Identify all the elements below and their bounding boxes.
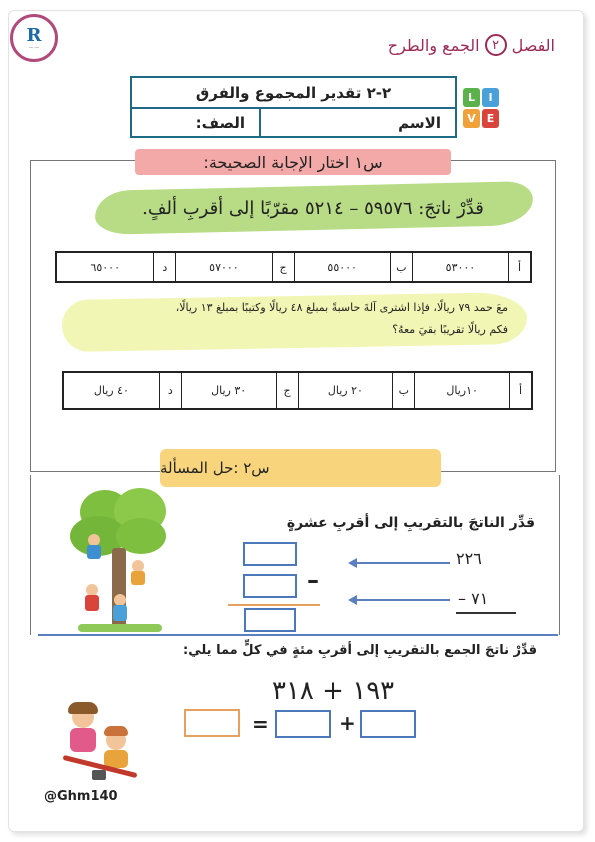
arrow-line xyxy=(355,599,450,601)
lesson-title-box xyxy=(130,76,457,138)
chapter-header xyxy=(388,34,555,56)
choice-option-d[interactable]: ٦٥٠٠٠ xyxy=(90,260,120,274)
live-letter-v: V xyxy=(463,109,480,128)
name-field[interactable] xyxy=(259,109,455,136)
student-info-row xyxy=(132,109,455,136)
logo-letter: R xyxy=(26,24,42,46)
answer-box-addend-2[interactable] xyxy=(360,710,416,738)
choice2-option-c[interactable]: ٣٠ ريال xyxy=(181,373,276,408)
choice-letter: ج xyxy=(276,373,298,408)
section-divider xyxy=(38,634,558,636)
choice-letter: د xyxy=(153,253,175,281)
underline xyxy=(456,612,516,614)
question1-prompt: قدِّرْ ناتجَ: ٥٩٥٧٦ – ٥٢١٤ مقرّبًا إلى أقربِ ألفٍ. xyxy=(142,197,484,219)
answer-box-result[interactable] xyxy=(244,608,296,632)
choice-option-b[interactable]: ٥٥٠٠٠ xyxy=(294,253,390,281)
question2-tag: س٢ :حل المسألة xyxy=(160,449,441,487)
choice2-option-d[interactable]: ٤٠ ريال xyxy=(93,384,129,397)
live-letter-l: L xyxy=(463,88,480,107)
question1-tag: س١ اختار الإجابة الصحيحة: xyxy=(135,149,451,175)
arrow-line xyxy=(355,562,450,564)
choice2-option-b[interactable]: ٢٠ ريال xyxy=(298,373,393,408)
word-problem-line2: فكم ريالًا تقريبًا بقيَ معهُ؟ xyxy=(392,323,508,336)
number-71: ٧١ – xyxy=(458,589,489,608)
result-line xyxy=(228,604,320,606)
addition-expression: ١٩٣ + ٣١٨ xyxy=(272,676,395,706)
choice-letter: ج xyxy=(272,253,294,281)
class-label: الصف: xyxy=(195,113,245,132)
answer-box-rounded-1[interactable] xyxy=(243,542,297,566)
answer-box-rounded-2[interactable] xyxy=(243,574,297,598)
minus-sign: – xyxy=(307,566,319,594)
choice-option-c[interactable]: ٥٧٠٠٠ xyxy=(175,253,271,281)
seesaw-kids-illustration xyxy=(60,700,140,782)
number-226: ٢٢٦ xyxy=(456,549,482,568)
school-logo xyxy=(10,14,58,62)
choice-option-a[interactable]: ٥٣٠٠٠ xyxy=(412,253,508,281)
question3-heading: قدِّرْ ناتجَ الجمع بالتقريبِ إلى أقربِ مئةٍ في كلٍّ مما يلي: xyxy=(183,643,537,658)
choice-letter: ب xyxy=(392,373,414,408)
chapter-number: ٢ xyxy=(485,34,507,56)
lesson-title: ٢-٢ تقدير المجموع والفرق xyxy=(132,78,455,109)
chapter-prefix: الفصل xyxy=(511,35,555,55)
chapter-title: الجمع والطرح xyxy=(387,35,480,55)
live-badge xyxy=(463,88,499,128)
name-label: الاسم xyxy=(398,113,441,132)
choice-letter: ب xyxy=(390,253,412,281)
author-handle: @Ghm140 xyxy=(44,789,118,804)
choice-letter: د xyxy=(159,373,181,408)
choice-letter: أ xyxy=(509,373,531,408)
word-problem xyxy=(68,297,508,347)
question1b-choices xyxy=(62,371,533,410)
live-letter-i: I xyxy=(482,88,499,107)
plus-sign: + xyxy=(339,711,356,735)
word-problem-line1: معَ حمد ٧٩ ريالًا، فإذا اشترى آلةَ حاسبةً بمبلغ ٤٨ ريالًا وكتيبًا بمبلغ ١٣ ريالًا، xyxy=(175,301,508,314)
question1-choices xyxy=(55,251,532,283)
choice2-option-a[interactable]: ١٠ريال xyxy=(414,373,509,408)
logo-ornament: —◦— xyxy=(28,44,40,50)
choice-letter: أ xyxy=(508,253,530,281)
question2-heading: قدِّر الناتجَ بالتقريبِ إلى أقربِ عشرةٍ xyxy=(286,515,535,531)
class-field[interactable] xyxy=(182,109,259,136)
answer-box-addend-1[interactable] xyxy=(275,710,331,738)
equals-sign: = xyxy=(252,712,269,736)
live-letter-e: E xyxy=(482,109,499,128)
answer-box-sum[interactable] xyxy=(184,709,240,737)
tree-kids-illustration xyxy=(70,488,170,636)
